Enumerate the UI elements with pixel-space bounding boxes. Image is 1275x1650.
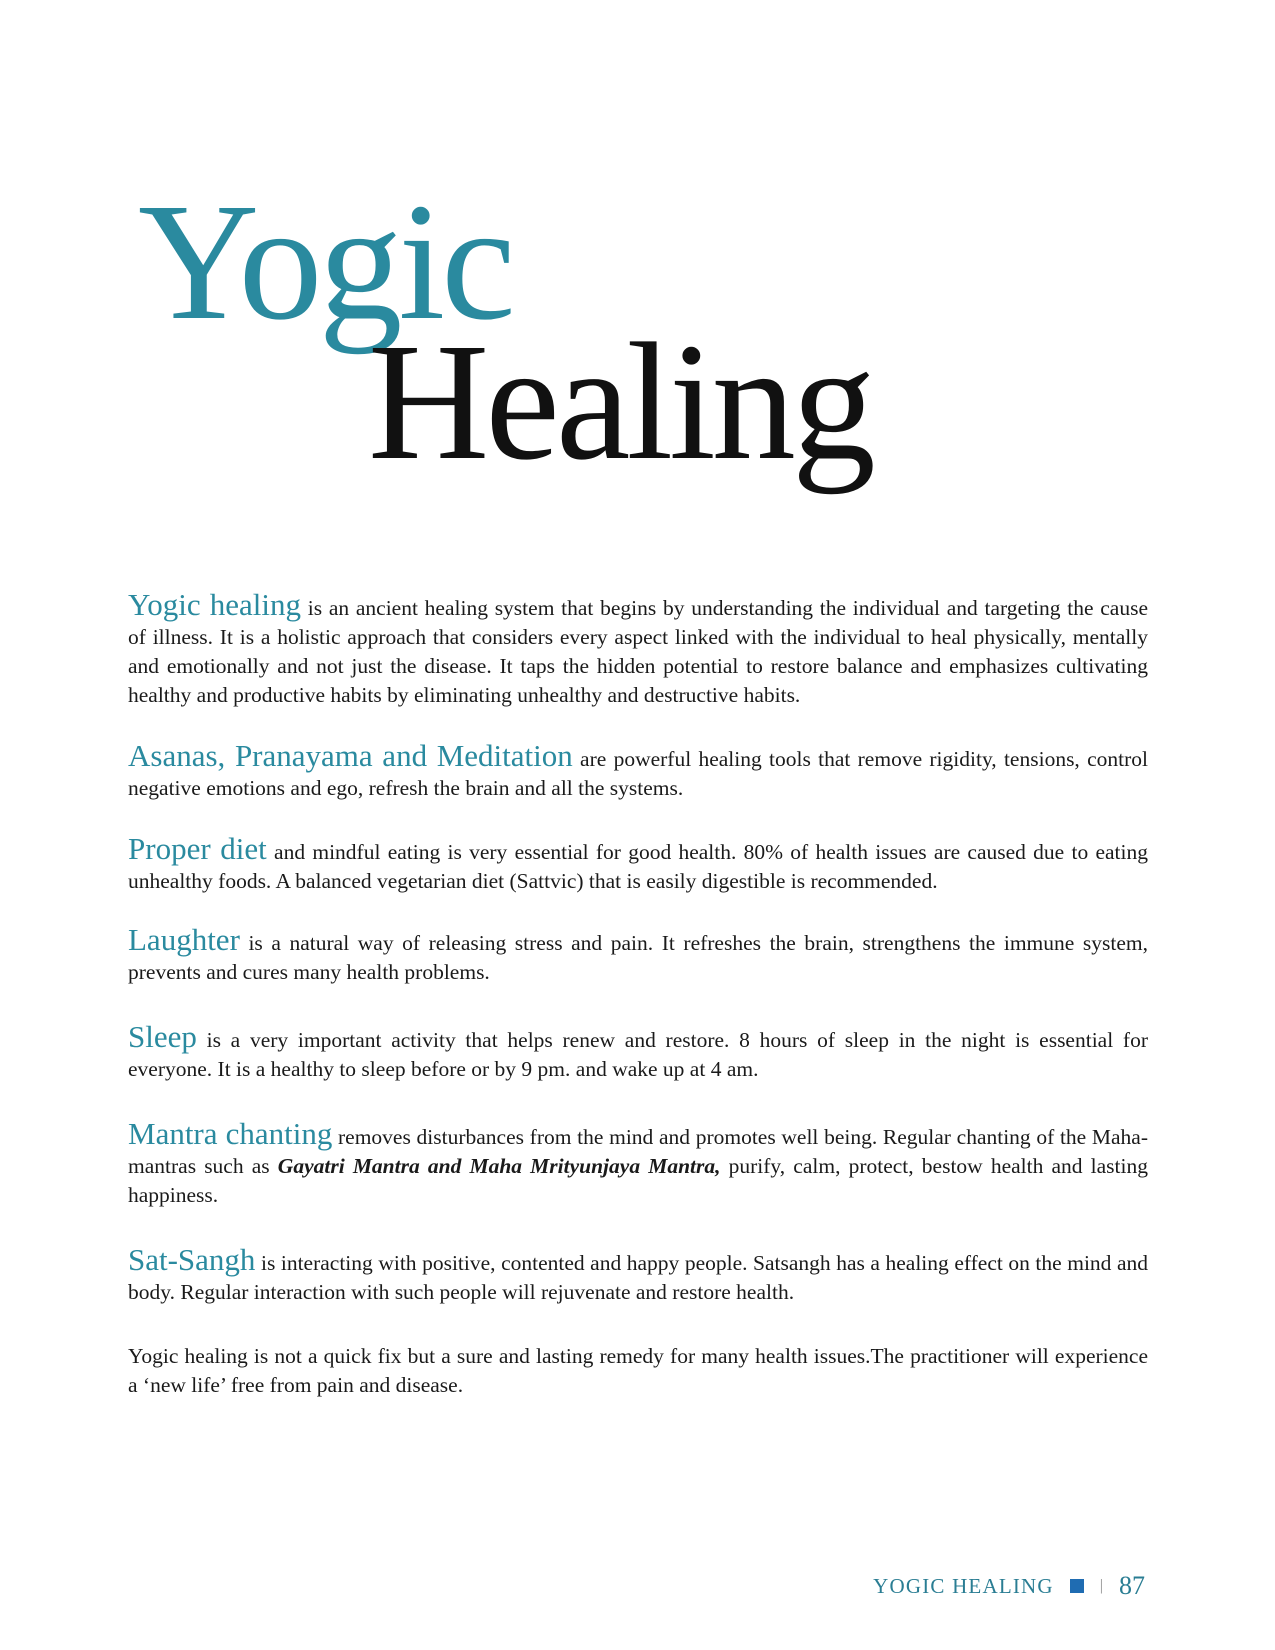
footer-section-label: YOGIC HEALING [873,1573,1054,1598]
page-title-healing: Healing [368,309,872,495]
paragraph-sleep [128,1019,1148,1084]
lead-term: Mantra chanting [128,1116,333,1151]
paragraph-text: is interacting with positive, contented and happy people. Satsangh has a healing effect on the mind and body. Regular interaction with such people will rejuvenate and restore health. [128,1251,1148,1304]
paragraph-laughter [128,922,1148,987]
paragraph-text: and mindful eating is very essential for good health. 80% of health issues are caused due to eating unhealthy foods. A balanced vegetarian diet (Sattvic) that is easily digestible is recommended. [128,840,1148,893]
article-body [128,587,1149,1400]
lead-term: Proper diet [128,831,267,866]
lead-term: Asanas, Pranayama and Meditation [128,738,573,773]
paragraph-proper-diet [128,831,1148,896]
paragraph-yogic-healing [128,587,1148,710]
lead-term: Sleep [128,1019,197,1054]
page-footer [873,1571,1145,1601]
paragraph-text: is a natural way of releasing stress and pain. It refreshes the brain, strengthens the immune system, prevents and cures many health problems. [128,931,1148,984]
paragraph-mantra-chanting [128,1116,1149,1210]
paragraph-asanas [128,738,1148,803]
lead-term: Sat-Sangh [128,1242,256,1277]
paragraph-text: removes disturbances from the mind and promotes well being. Regular chanting of the Maha-mantras such as [128,1125,1149,1178]
lead-term: Laughter [128,922,240,957]
paragraph-text: is a very important activity that helps renew and restore. 8 hours of sleep in the night is essential for everyone. It is a healthy to sleep before or by 9 pm. and wake up at 4 am. [128,1028,1148,1081]
footer-divider: | [1099,1577,1103,1594]
square-bullet-icon [1070,1579,1084,1593]
paragraph-conclusion [128,1342,1148,1400]
paragraph-sat-sangh [128,1242,1148,1307]
paragraph-text: Yogic healing is not a quick fix but a sure and lasting remedy for many health issues.The practitioner will experience a ‘new life’ free from pain and disease. [128,1344,1148,1397]
mantra-names: Gayatri Mantra and Maha Mrityunjaya Mantra, [277,1154,721,1178]
paragraph-text: is an ancient healing system that begins by understanding the individual and targeting the cause of illness. It is a holistic approach that considers every aspect linked with the individual to heal physically, mentally and emotionally and not just the disease. It taps the hidden potential to restore balance and emphasizes cultivating healthy and productive habits by eliminating unhealthy and destructive habits. [128,596,1148,707]
page-title-yogic: Yogic [138,169,512,355]
page-number: 87 [1119,1571,1145,1600]
paragraph-text: are powerful healing tools that remove rigidity, tensions, control negative emotions and ego, refresh the brain and all the systems. [128,747,1148,800]
lead-term: Yogic healing [128,587,302,622]
paragraph-text: purify, calm, protect, bestow health and lasting happiness. [128,1154,1149,1207]
